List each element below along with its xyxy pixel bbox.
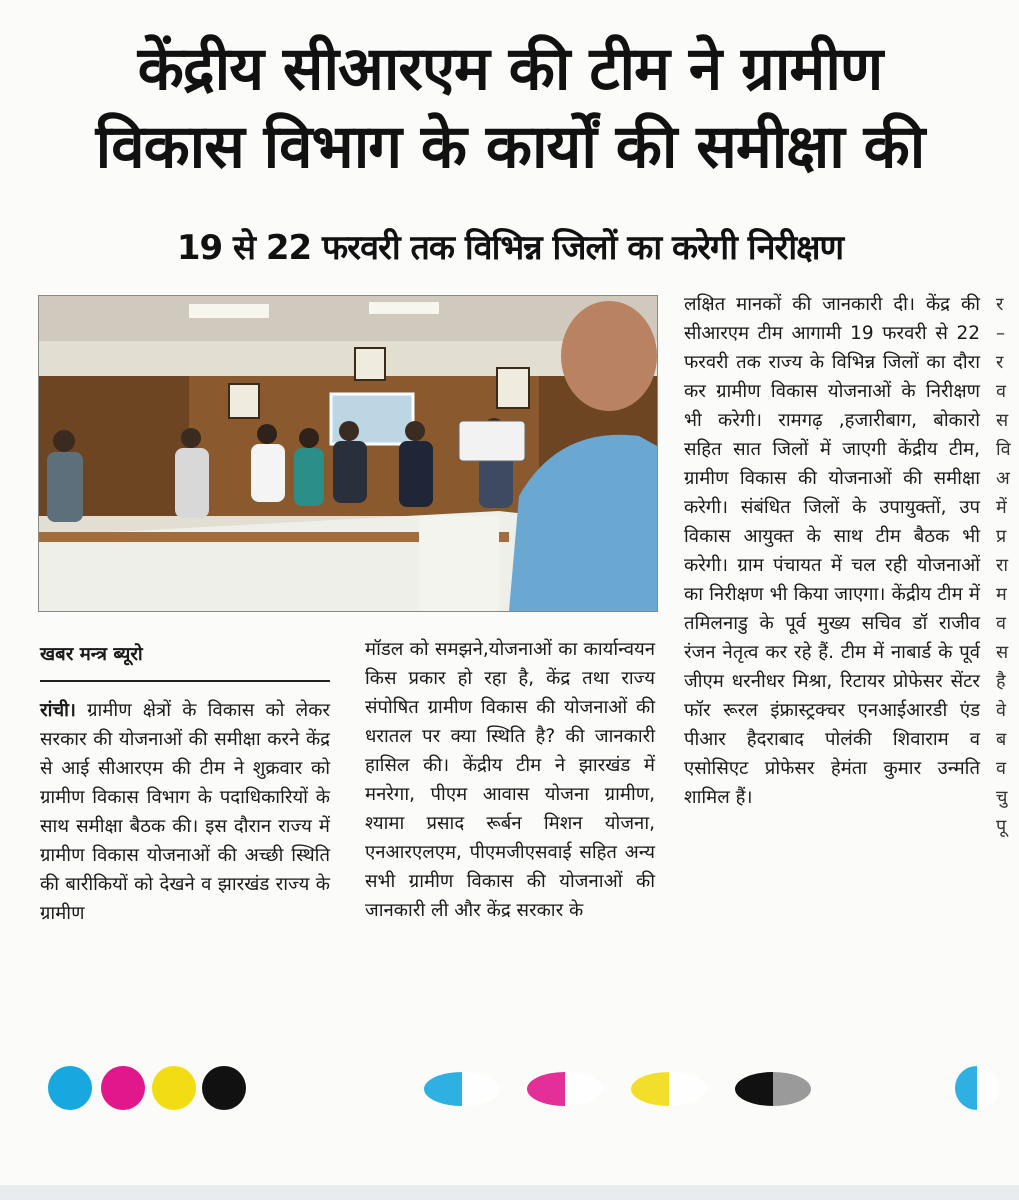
edge-fragment: ब — [996, 729, 1007, 750]
edge-fragment: वे — [996, 700, 1007, 721]
bottom-strip — [0, 1185, 1019, 1200]
edge-fragment: र — [996, 294, 1004, 315]
edge-fragment: व — [996, 381, 1007, 402]
headline-line-1: केंद्रीय सीआरएम की टीम ने ग्रामीण — [137, 34, 883, 104]
edge-fragment: अ — [996, 468, 1010, 489]
edge-fragment: है — [996, 671, 1006, 692]
black-registration-dot — [202, 1066, 246, 1110]
headline-line-2: विकास विभाग के कार्यों की समीक्षा की — [95, 112, 925, 182]
article-column-1-text: ग्रामीण क्षेत्रों के विकास को लेकर सरकार की योजनाओं की समीक्षा करने केंद्र से आई सीआरएम की टीम ने शुक्रवार को ग्रामीण विकास विभाग के पदाधिकारियों के साथ समीक्षा बैठक की। इस दौरान राज्य में ग्रामीण विकास योजनाओं की अच्छी स्थिति की बारीकियों को देखने व झारखंड राज्य के ग्रामीण — [40, 700, 330, 924]
edge-fragment: र — [996, 352, 1004, 373]
meeting-photo-illustration — [39, 296, 657, 611]
edge-fragment: स — [996, 410, 1009, 431]
byline: खबर मन्त्र ब्यूरो — [40, 644, 143, 665]
cyan-registration-dot — [48, 1066, 92, 1110]
yellow-density-patch — [631, 1072, 707, 1106]
article-column-3 — [684, 290, 980, 812]
article-column-2 — [365, 635, 655, 925]
edge-fragment: चु — [996, 787, 1008, 808]
edge-fragment: वि — [996, 439, 1011, 460]
dateline: रांची। — [40, 700, 76, 721]
edge-fragment: में — [996, 497, 1007, 518]
article-column-3-text: लक्षित मानकों की जानकारी दी। केंद्र की सीआरएम टीम आगामी 19 फरवरी से 22 फरवरी तक राज्य के विभिन्न जिलों का दौरा कर ग्रामीण विकास योजनाओं के निरीक्षण भी करेगी। रामगढ़ ,हजारीबाग, बोकारो सहित सात जिलों में जाएगी केंद्रीय टीम, ग्रामीण विकास की योजनाओं की समीक्षा करेगी। संबंधित जिलों के उपायुक्तों, उप विकास आयुक्त के साथ टीम बैठक भी करेगी। ग्राम पंचायत में चल रही योजनाओं का निरीक्षण भी किया जाएगा। केंद्रीय टीम में तमिलनाडु के पूर्व मुख्य सचिव डॉ राजीव रंजन नेतृत्व कर रहे हैं. टीम में नाबार्ड के पूर्व जीएम धरनीधर मिश्रा, रिटायर प्रोफेसर सेंटर फॉर रूरल इंफ्रास्ट्रक्चर एनआईआरडी एंड पीआर हैदराबाद पोलंकी शिवाराम व एसोसिएट प्रोफेसर हेमंता कुमार उन्मति शामिल हैं। — [684, 294, 980, 808]
edge-fragment: पू — [996, 816, 1007, 837]
article-column-1 — [40, 696, 330, 928]
edge-fragment: – — [996, 323, 1005, 344]
magenta-density-patch — [527, 1072, 603, 1106]
edge-fragment: स — [996, 642, 1009, 663]
subheadline: 19 से 22 फरवरी तक विभिन्न जिलों का करेगी निरीक्षण — [176, 228, 844, 268]
adjacent-article-fragment — [996, 290, 1019, 1050]
black-density-patch — [735, 1072, 811, 1106]
edge-fragment: म — [996, 584, 1007, 605]
meeting-photo — [38, 295, 658, 612]
edge-fragment: प्र — [996, 526, 1007, 547]
cyan-registration-dot-right — [955, 1066, 999, 1110]
byline-rule — [40, 680, 330, 682]
yellow-registration-dot — [152, 1066, 196, 1110]
edge-fragment: व — [996, 758, 1007, 779]
magenta-registration-dot — [101, 1066, 145, 1110]
edge-fragment: रा — [996, 555, 1009, 576]
cyan-density-patch — [424, 1072, 500, 1106]
edge-fragment: व — [996, 613, 1007, 634]
article-column-2-text: मॉडल को समझने,योजनाओं का कार्यान्वयन किस प्रकार हो रहा है, केंद्र तथा राज्य संपोषित ग्रामीण विकास की योजनाओं की धरातल पर क्या स्थिति है? की जानकारी हासिल की। केंद्रीय टीम ने झारखंड में मनरेगा, पीएम आवास योजना ग्रामीण, श्यामा प्रसाद रूर्बन मिशन योजना, एनआरएलएम, पीएमजीएसवाई सहित अन्य सभी ग्रामीण विकास की योजनाओं की जानकारी ली और केंद्र सरकार के — [365, 639, 655, 921]
